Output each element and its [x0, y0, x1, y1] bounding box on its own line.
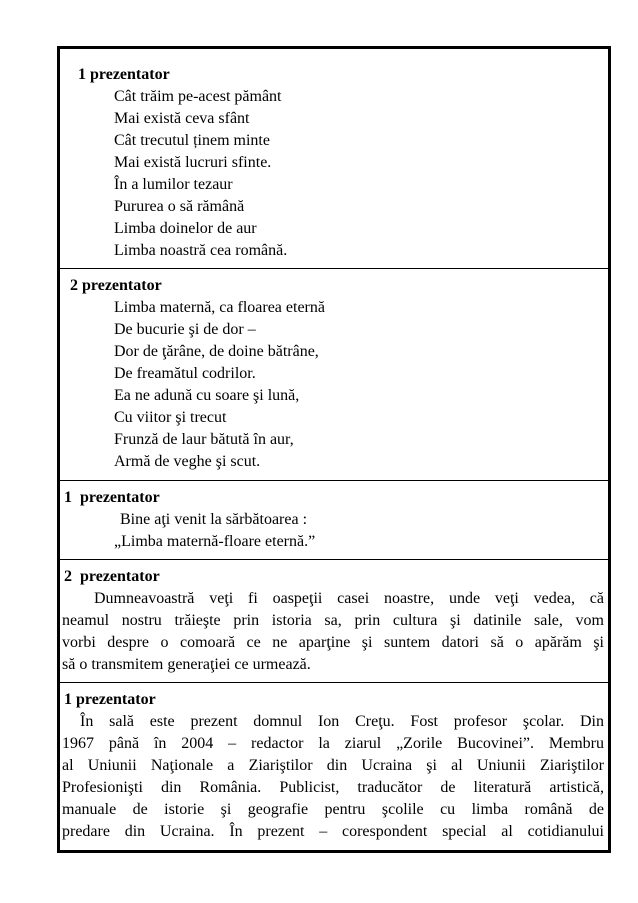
section-divider	[60, 682, 608, 683]
section-divider	[60, 268, 608, 269]
speaker-heading: 1 prezentator	[64, 489, 160, 506]
verse-line: Limba maternă, ca floarea eternă	[114, 299, 325, 316]
verse-line: Limba doinelor de aur	[114, 220, 257, 237]
verse-line: În a lumilor tezaur	[114, 176, 233, 193]
document-frame	[57, 46, 611, 853]
paragraph-line: 1967 până în 2004 – redactor la ziarul „Zorile Bucovinei”. Membru	[62, 735, 604, 752]
speaker-heading: 2 prezentator	[70, 277, 162, 294]
paragraph-line: manuale de istorie şi geografie pentru şcolile cu limba română de	[62, 801, 604, 818]
paragraph-line: vorbi despre o comoară ce ne aparţine şi suntem datori să o apărăm şi	[62, 634, 604, 651]
verse-line: Cât trăim pe-acest pământ	[114, 88, 282, 105]
verse-line: Limba noastră cea română.	[114, 242, 288, 259]
paragraph-line: al Uniunii Naţionale a Ziariştilor din Ucraina şi al Uniunii Ziariştilor	[62, 757, 604, 774]
paragraph-line: În sală este prezent domnul Ion Creţu. Fost profesor şcolar. Din	[80, 713, 604, 730]
speaker-heading: 1 prezentator	[78, 66, 170, 83]
verse-line: Armă de veghe şi scut.	[114, 453, 261, 470]
paragraph-line: Profesionişti din România. Publicist, traducător de literatură artistică,	[62, 779, 604, 796]
verse-line: De freamătul codrilor.	[114, 365, 256, 382]
verse-line: Mai există ceva sfânt	[114, 110, 250, 127]
verse-line: Mai există lucruri sfinte.	[114, 154, 272, 171]
greeting-line: Bine aţi venit la sărbătoarea :	[120, 511, 308, 528]
paragraph-line: predare din Ucraina. În prezent – corespondent special al cotidianului	[62, 823, 604, 840]
paragraph-line: Dumneavoastră veţi fi oaspeţii casei noastre, unde veţi vedea, că	[94, 590, 604, 607]
speaker-heading: 1 prezentator	[64, 691, 156, 708]
verse-line: Dor de ţărâne, de doine bătrâne,	[114, 343, 319, 360]
paragraph-line: să o transmitem generaţiei ce urmează.	[62, 656, 311, 673]
section-divider	[60, 559, 608, 560]
verse-line: Cu viitor şi trecut	[114, 409, 227, 426]
paragraph-line: neamul nostru trăieşte prin istoria sa, prin cultura şi datinile sale, vom	[62, 612, 604, 629]
verse-line: Pururea o să rămână	[114, 198, 245, 215]
greeting-line: „Limba maternă-floare eternă.”	[114, 533, 316, 550]
verse-line: Cât trecutul ținem minte	[114, 132, 270, 149]
verse-line: Ea ne adună cu soare şi lună,	[114, 387, 300, 404]
verse-line: Frunză de laur bătută în aur,	[114, 431, 294, 448]
verse-line: De bucurie şi de dor –	[114, 321, 256, 338]
section-divider	[60, 480, 608, 481]
speaker-heading: 2 prezentator	[64, 568, 160, 585]
